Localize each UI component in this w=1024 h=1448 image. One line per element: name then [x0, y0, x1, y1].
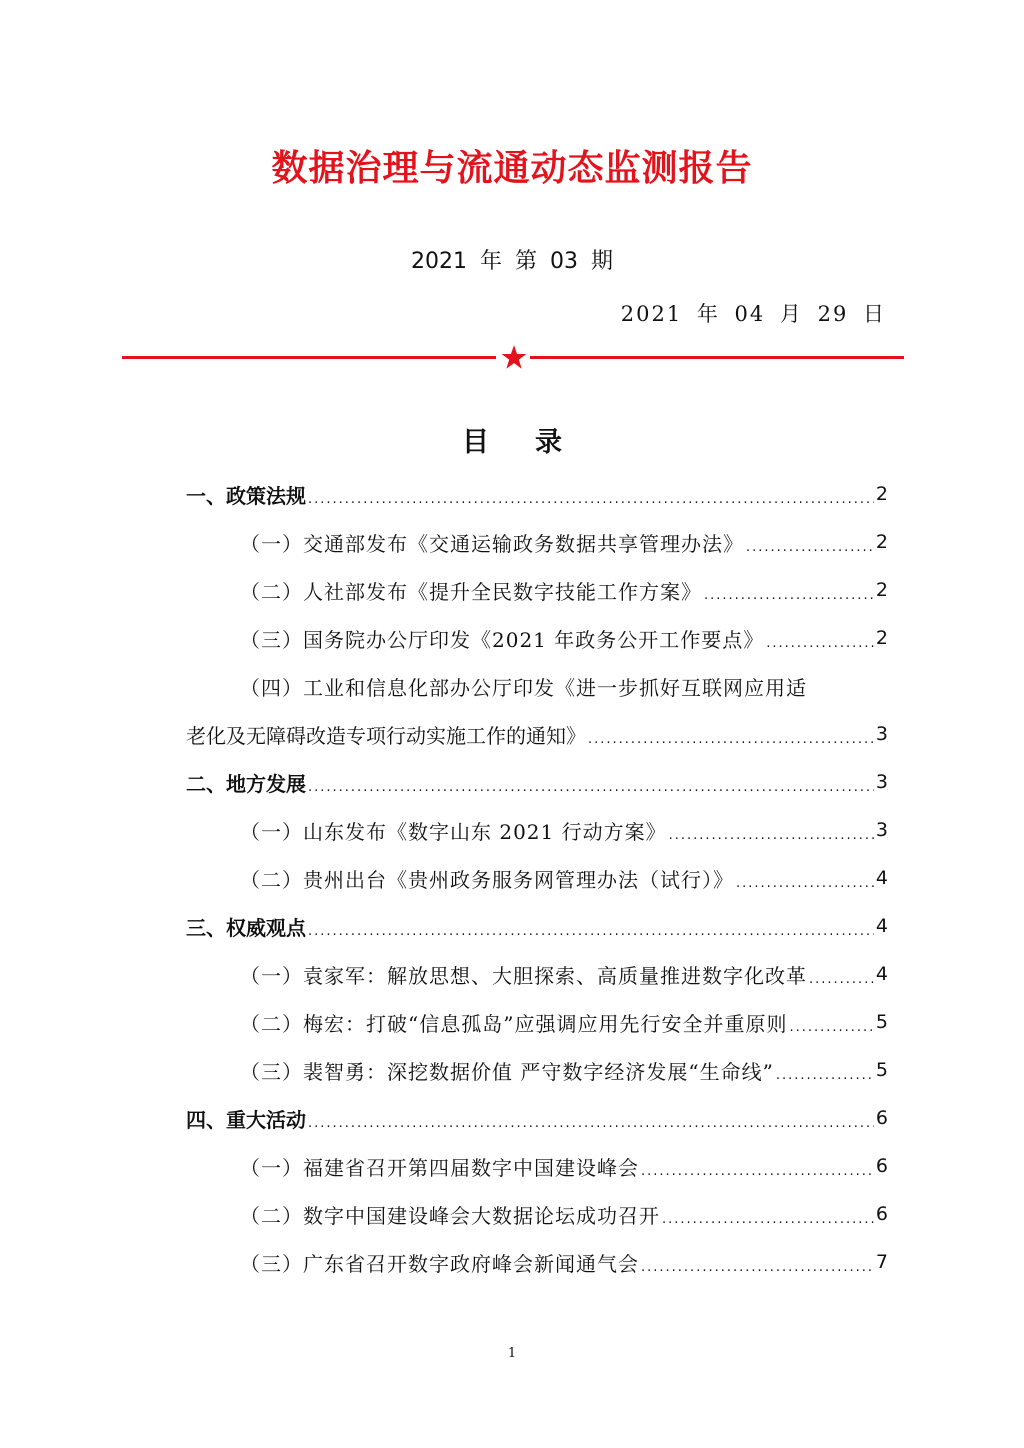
toc-leader-dots [746, 541, 874, 566]
toc-page-number: 5 [875, 1059, 888, 1081]
toc-page-number: 6 [875, 1155, 888, 1177]
table-of-contents [186, 470, 888, 1286]
toc-entry-row[interactable] [186, 1046, 888, 1094]
toc-leader-dots [662, 1213, 874, 1238]
toc-leader-dots [308, 781, 874, 806]
toc-page-number: 4 [875, 867, 888, 889]
divider-line-right [530, 356, 904, 359]
toc-heading: 目录 [462, 427, 608, 458]
toc-leader-dots [809, 973, 874, 998]
toc-entry-row[interactable] [186, 662, 888, 710]
toc-entry-row[interactable] [186, 854, 888, 902]
toc-entry-label: 二、地方发展 [186, 771, 306, 796]
toc-entry-label: （四）工业和信息化部办公厅印发《进一步抓好互联网应用适 [240, 675, 807, 700]
toc-page-number: 3 [875, 819, 888, 841]
toc-entry-row[interactable] [186, 566, 888, 614]
toc-page-number: 5 [875, 1011, 888, 1033]
toc-entry-row[interactable] [186, 1238, 888, 1286]
toc-leader-dots [308, 493, 874, 518]
header-divider [122, 344, 904, 374]
divider-line-left [122, 356, 496, 359]
toc-entry-label: （一）山东发布《数字山东 2021 行动方案》 [240, 819, 667, 844]
toc-section-row[interactable] [186, 758, 888, 806]
toc-entry-row[interactable] [186, 998, 888, 1046]
toc-section-row[interactable] [186, 902, 888, 950]
toc-page-number: 3 [875, 771, 888, 793]
toc-entry-row[interactable] [186, 614, 888, 662]
toc-leader-dots [308, 925, 874, 950]
toc-entry-label: 三、权威观点 [186, 915, 306, 940]
toc-entry-row[interactable] [186, 950, 888, 998]
toc-page-number: 2 [875, 579, 888, 601]
toc-entry-label: 一、政策法规 [186, 483, 306, 508]
toc-page-number: 6 [875, 1203, 888, 1225]
toc-entry-label: （三）广东省召开数字政府峰会新闻通气会 [240, 1251, 639, 1276]
report-title: 数据治理与流通动态监测报告 [271, 147, 753, 189]
toc-leader-dots [641, 1261, 874, 1286]
toc-section-row[interactable] [186, 1094, 888, 1142]
toc-entry-label: （三）国务院办公厅印发《2021 年政务公开工作要点》 [240, 627, 765, 652]
toc-leader-dots [776, 1069, 874, 1094]
toc-section-row[interactable] [186, 470, 888, 518]
toc-entry-row[interactable] [186, 806, 888, 854]
toc-leader-dots [789, 1021, 873, 1046]
toc-leader-dots [588, 733, 874, 758]
toc-entry-label: （二）数字中国建设峰会大数据论坛成功召开 [240, 1203, 660, 1228]
toc-entry-label: （二）梅宏：打破“信息孤岛”应强调应用先行安全并重原则 [240, 1011, 788, 1036]
toc-page-number: 6 [875, 1107, 888, 1129]
toc-entry-label: （二）人社部发布《提升全民数字技能工作方案》 [240, 579, 702, 604]
toc-page-number: 2 [875, 531, 888, 553]
toc-page-number: 4 [875, 915, 888, 937]
issue-number: 2021 年 第 03 期 [411, 249, 613, 274]
toc-entry-label: （三）裴智勇：深挖数据价值 严守数字经济发展“生命线” [240, 1059, 774, 1084]
toc-entry-label: （二）贵州出台《贵州政务服务网管理办法（试行）》 [240, 867, 734, 892]
toc-leader-dots [641, 1165, 874, 1190]
toc-entry-row[interactable] [186, 1190, 888, 1238]
toc-entry-row[interactable] [186, 710, 888, 758]
toc-leader-dots [704, 589, 874, 614]
toc-leader-dots [308, 1117, 874, 1142]
toc-leader-dots [766, 637, 874, 662]
toc-page-number: 2 [875, 627, 888, 649]
toc-leader-dots [669, 829, 874, 854]
toc-page-number: 2 [875, 483, 888, 505]
toc-entry-label: 四、重大活动 [186, 1107, 306, 1132]
toc-entry-row[interactable] [186, 518, 888, 566]
toc-entry-row[interactable] [186, 1142, 888, 1190]
star-icon [500, 344, 528, 372]
page-number: 1 [507, 1346, 517, 1361]
toc-entry-label: （一）福建省召开第四届数字中国建设峰会 [240, 1155, 639, 1180]
toc-page-number: 4 [875, 963, 888, 985]
toc-entry-label: （一）袁家军：解放思想、大胆探索、高质量推进数字化改革 [240, 963, 807, 988]
toc-page-number: 7 [875, 1251, 888, 1273]
toc-entry-label: （一）交通部发布《交通运输政务数据共享管理办法》 [240, 531, 744, 556]
toc-page-number: 3 [875, 723, 888, 745]
toc-leader-dots [736, 877, 874, 902]
toc-entry-label: 老化及无障碍改造专项行动实施工作的通知》 [186, 723, 586, 748]
publish-date: 2021 年 04 月 29 日 [620, 302, 886, 326]
